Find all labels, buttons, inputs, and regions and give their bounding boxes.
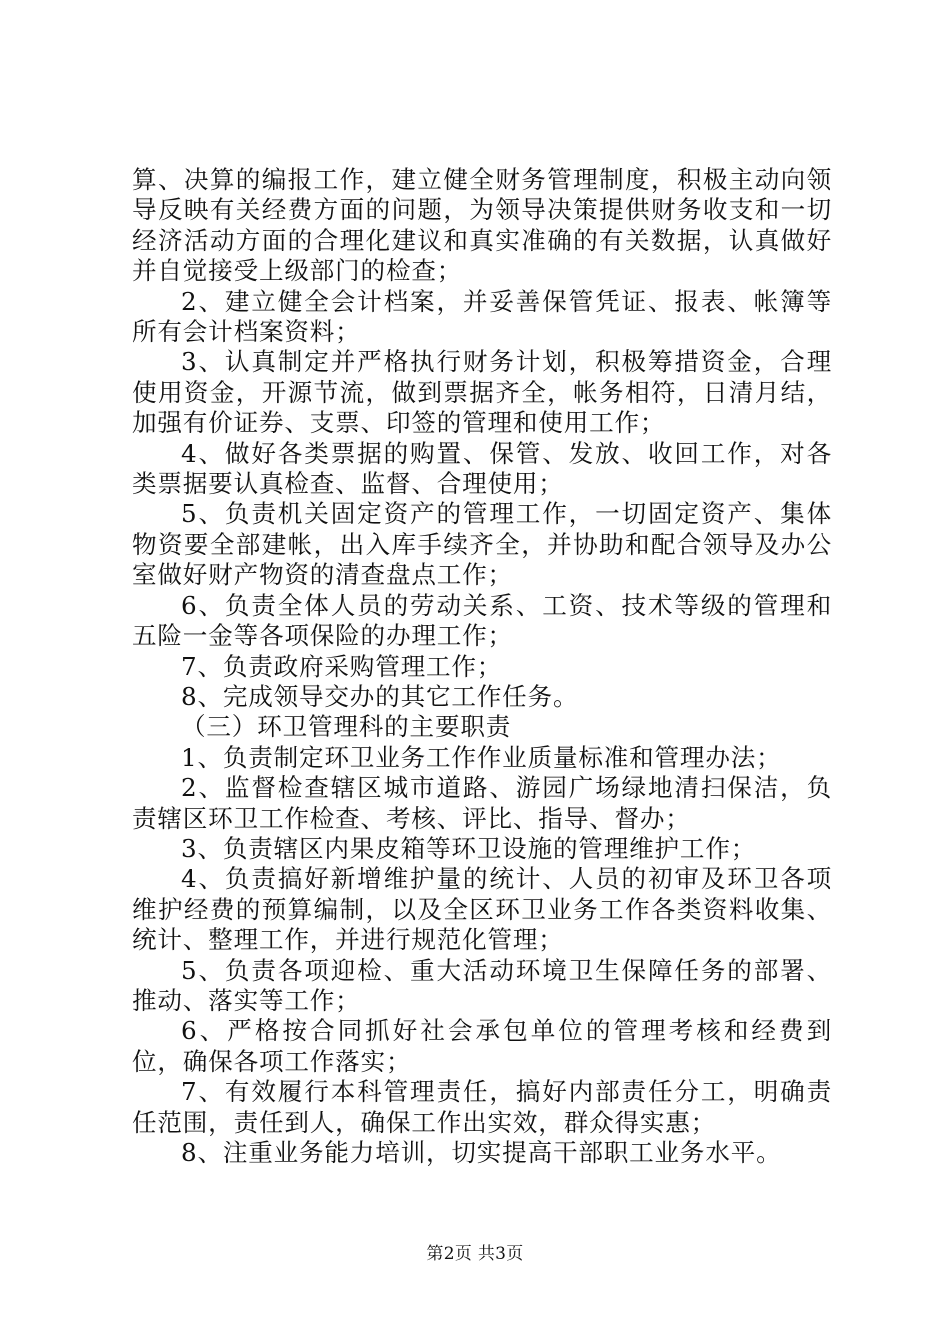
paragraph-10: 1、负责制定环卫业务工作作业质量标准和管理办法； xyxy=(181,742,782,772)
paragraph-4: 4、做好各类票据的购置、保管、发放、收回工作，对各类票据要认真检查、监督、合理使用； xyxy=(132,438,832,499)
paragraph-5: 5、负责机关固定资产的管理工作，一切固定资产、集体物资要全部建帐，出入库手续齐全，并协助和配合领导及办公室做好财产物资的清查盘点工作； xyxy=(132,499,832,590)
paragraph-8: 8、完成领导交办的其它工作任务。 xyxy=(181,681,579,711)
section-heading: （三）环卫管理科的主要职责 xyxy=(181,712,512,742)
paragraph-11: 2、监督检查辖区城市道路、游园广场绿地清扫保洁，负责辖区环卫工作检查、考核、评比、指导、督办； xyxy=(132,773,832,833)
paragraph-1: 算、决算的编报工作，建立健全财务管理制度，积极主动向领导反映有关经费方面的问题，为领导决策提供财务收支和一切经济活动方面的合理化建议和真实准确的有关数据，认真做好并自觉接受上级部门的检查； xyxy=(132,165,832,286)
paragraph-17: 8、注重业务能力培训，切实提高干部职工业务水平。 xyxy=(181,1138,782,1167)
paragraph-6: 6、负责全体人员的劳动关系、工资、技术等级的管理和五险一金等各项保险的办理工作； xyxy=(132,590,832,651)
page-number-footer: 第2页 共3页 xyxy=(426,1244,524,1264)
document-body xyxy=(132,165,832,1168)
paragraph-16: 7、有效履行本科管理责任，搞好内部责任分工，明确责任范围，责任到人，确保工作出实效，群众得实惠； xyxy=(132,1077,832,1137)
paragraph-7: 7、负责政府采购管理工作； xyxy=(181,651,503,681)
paragraph-3: 3、认真制定并严格执行财务计划，积极筹措资金，合理使用资金，开源节流，做到票据齐全，帐务相符，日清月结，加强有价证券、支票、印签的管理和使用工作； xyxy=(132,347,832,438)
paragraph-14: 5、负责各项迎检、重大活动环境卫生保障任务的部署、推动、落实等工作； xyxy=(132,955,832,1015)
paragraph-2: 2、建立健全会计档案，并妥善保管凭证、报表、帐簿等所有会计档案资料； xyxy=(132,286,832,347)
paragraph-13: 4、负责搞好新增维护量的统计、人员的初审及环卫各项维护经费的预算编制，以及全区环卫业务工作各类资料收集、统计、整理工作，并进行规范化管理； xyxy=(132,864,832,955)
paragraph-12: 3、负责辖区内果皮箱等环卫设施的管理维护工作； xyxy=(181,833,757,863)
paragraph-15: 6、严格按合同抓好社会承包单位的管理考核和经费到位，确保各项工作落实； xyxy=(132,1016,832,1076)
